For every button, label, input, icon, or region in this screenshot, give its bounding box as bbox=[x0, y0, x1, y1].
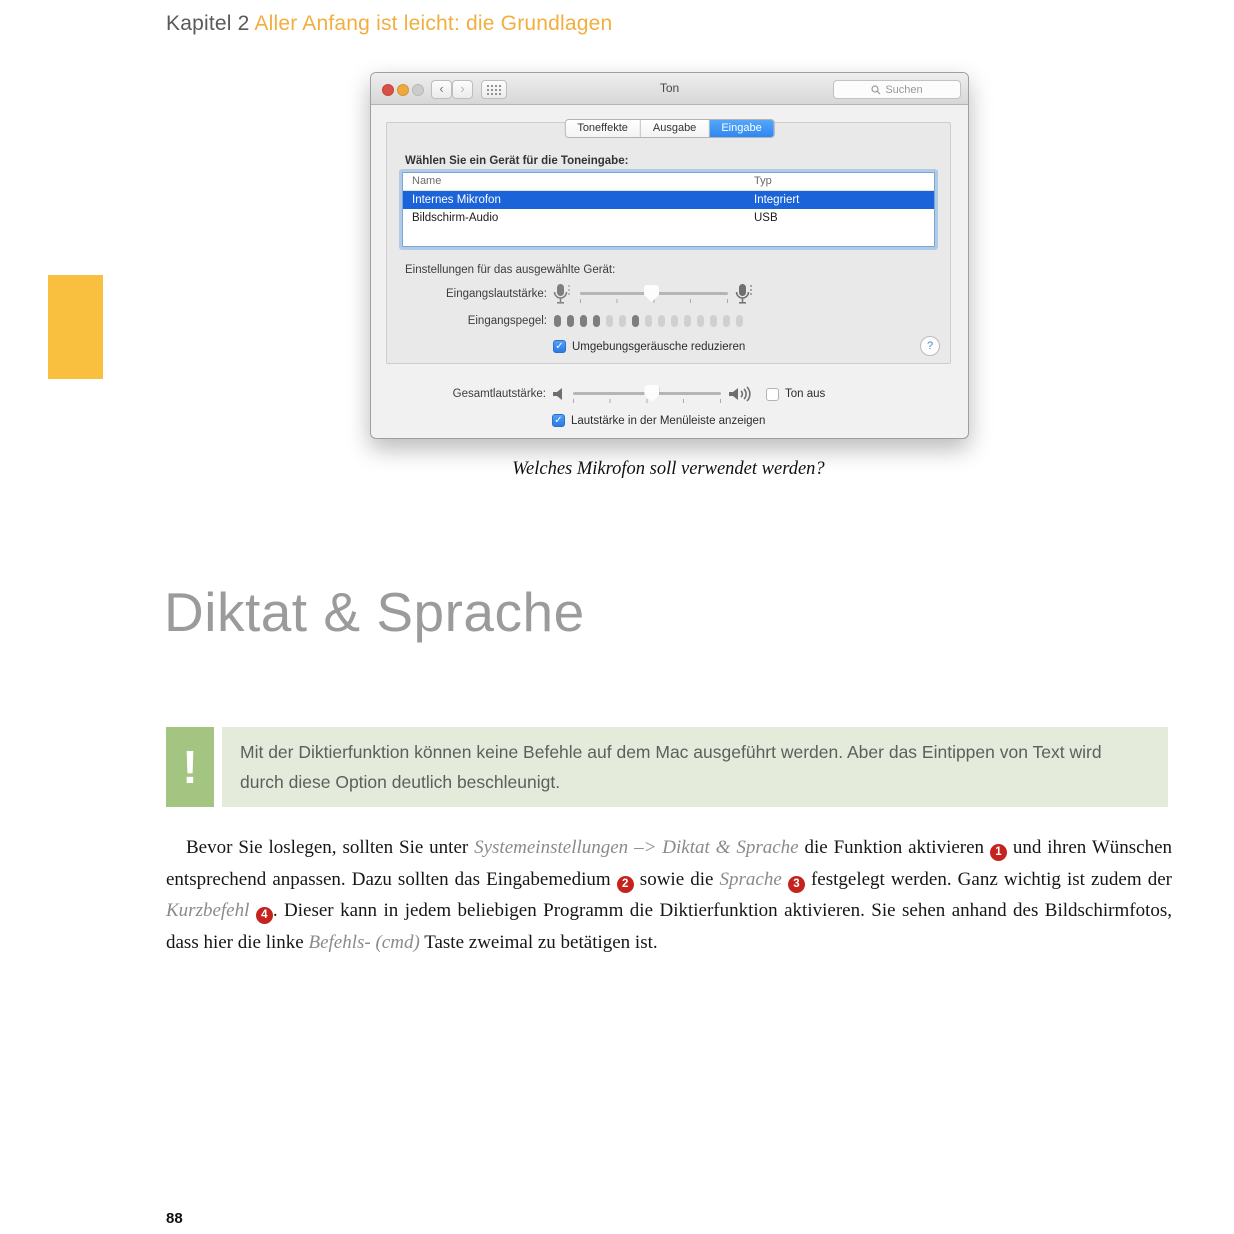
italic-term: Befehls- (cmd) bbox=[308, 931, 420, 953]
search-input[interactable] bbox=[833, 80, 961, 99]
help-button[interactable]: ? bbox=[920, 336, 940, 356]
master-volume-label: Gesamtlautstärke: bbox=[452, 388, 546, 400]
search-placeholder: Suchen bbox=[885, 83, 923, 96]
tab-eingabe[interactable]: Eingabe bbox=[709, 120, 773, 137]
settings-section-label: Einstellungen für das ausgewählte Gerät: bbox=[405, 264, 616, 276]
table-row[interactable]: Bildschirm-Audio USB bbox=[412, 212, 778, 224]
tab-bar bbox=[564, 119, 774, 138]
search-icon bbox=[871, 85, 881, 95]
master-volume-slider[interactable] bbox=[573, 384, 721, 404]
level-segment bbox=[554, 315, 561, 327]
menubar-volume-label: Lautstärke in der Menüleiste anzeigen bbox=[571, 414, 766, 427]
window-titlebar bbox=[371, 73, 968, 105]
reduce-noise-label: Umgebungsgeräusche reduzieren bbox=[572, 340, 746, 353]
level-segment bbox=[736, 315, 743, 327]
italic-term: Systemeinstellungen –> Diktat & Sprache bbox=[474, 837, 799, 858]
master-volume-row bbox=[386, 384, 951, 404]
mute-label: Ton aus bbox=[785, 388, 826, 400]
note-text: Mit der Diktierfunktion können keine Befehle auf dem Mac ausgeführt werden. Aber das Eintippen von Text wird durch diese Option deutlich beschleunigt. bbox=[222, 727, 1168, 807]
section-heading: Diktat & Sprache bbox=[164, 581, 585, 643]
italic-term: Kurzbefehl bbox=[166, 900, 250, 921]
level-segment bbox=[658, 315, 665, 327]
level-segment bbox=[684, 315, 691, 327]
step-badge: 2 bbox=[617, 876, 634, 893]
master-volume-zone bbox=[386, 378, 951, 427]
figure-caption: Welches Mikrofon soll verwendet werden? bbox=[512, 459, 825, 479]
level-segment bbox=[697, 315, 704, 327]
level-segment bbox=[723, 315, 730, 327]
step-badge: 3 bbox=[788, 876, 805, 893]
level-segment bbox=[671, 315, 678, 327]
input-volume-slider[interactable] bbox=[580, 284, 728, 304]
note-box bbox=[166, 727, 1168, 807]
tab-ausgabe[interactable]: Ausgabe bbox=[641, 120, 709, 137]
level-segment bbox=[567, 315, 574, 327]
exclamation-icon: ! bbox=[166, 727, 214, 807]
window-title: Ton bbox=[659, 81, 680, 95]
device-table-header bbox=[403, 173, 934, 191]
column-type: Typ bbox=[754, 175, 772, 187]
tab-toneffekte[interactable]: Toneffekte bbox=[565, 120, 641, 137]
level-segment bbox=[593, 315, 600, 327]
level-segment bbox=[710, 315, 717, 327]
speaker-loud-icon bbox=[728, 385, 754, 403]
input-tab-panel bbox=[386, 122, 951, 364]
slider-ticks bbox=[573, 399, 721, 403]
body-paragraph: Bevor Sie loslegen, sollten Sie unter Systemeinstellungen –> Diktat & Sprache die Funktion aktivieren 1 und ihren Wünschen entsprechend anpassen. Dazu sollten das Eingabemedium 2 sowie die Sprache 3 festgelegt werden. Ganz wichtig ist zudem der Kurzbefehl 4 . Dieser kann in jedem beliebigen Programm die Diktierfunktion aktivieren. Sie sehen anhand des Bildschirmfotos, dass hier die linke Befehls- (cmd) Taste zweimal zu betätigen ist. bbox=[166, 837, 1173, 953]
italic-term: Sprache bbox=[719, 868, 782, 890]
menubar-volume-row bbox=[552, 414, 951, 427]
input-volume-row bbox=[387, 282, 950, 306]
sound-preferences-window bbox=[370, 72, 969, 439]
reduce-noise-row bbox=[553, 340, 950, 353]
device-table bbox=[402, 172, 935, 247]
speaker-quiet-icon bbox=[552, 386, 566, 402]
chapter-side-marker bbox=[48, 275, 103, 379]
level-segment bbox=[632, 315, 639, 327]
forward-button[interactable]: › bbox=[452, 80, 473, 99]
page-number: 88 bbox=[166, 1210, 183, 1227]
chapter-title: Aller Anfang ist leicht: die Grundlagen bbox=[254, 12, 613, 35]
table-row[interactable]: Internes Mikrofon Integriert bbox=[403, 191, 934, 209]
device-table-body bbox=[403, 191, 934, 227]
chapter-label: Kapitel 2 bbox=[166, 12, 250, 35]
step-badge: 1 bbox=[990, 844, 1007, 861]
reduce-noise-checkbox[interactable]: ✓ bbox=[553, 340, 566, 353]
mute-checkbox[interactable] bbox=[766, 388, 779, 401]
column-name: Name bbox=[412, 175, 442, 187]
level-segment bbox=[606, 315, 613, 327]
input-level-row bbox=[387, 315, 950, 327]
mute-row bbox=[766, 388, 825, 401]
level-segment bbox=[619, 315, 626, 327]
back-button[interactable]: ‹ bbox=[431, 80, 452, 99]
step-badge: 4 bbox=[256, 907, 273, 924]
microphone-high-icon bbox=[735, 282, 755, 306]
level-segment bbox=[580, 315, 587, 327]
device-section-label: Wählen Sie ein Gerät für die Toneingabe: bbox=[405, 155, 629, 167]
chapter-header bbox=[166, 12, 612, 36]
input-level-meter bbox=[554, 315, 743, 327]
menubar-volume-checkbox[interactable]: ✓ bbox=[552, 414, 565, 427]
input-level-label: Eingangspegel: bbox=[467, 315, 547, 327]
microphone-low-icon bbox=[553, 282, 573, 306]
input-volume-label: Eingangslautstärke: bbox=[445, 288, 547, 300]
level-segment bbox=[645, 315, 652, 327]
